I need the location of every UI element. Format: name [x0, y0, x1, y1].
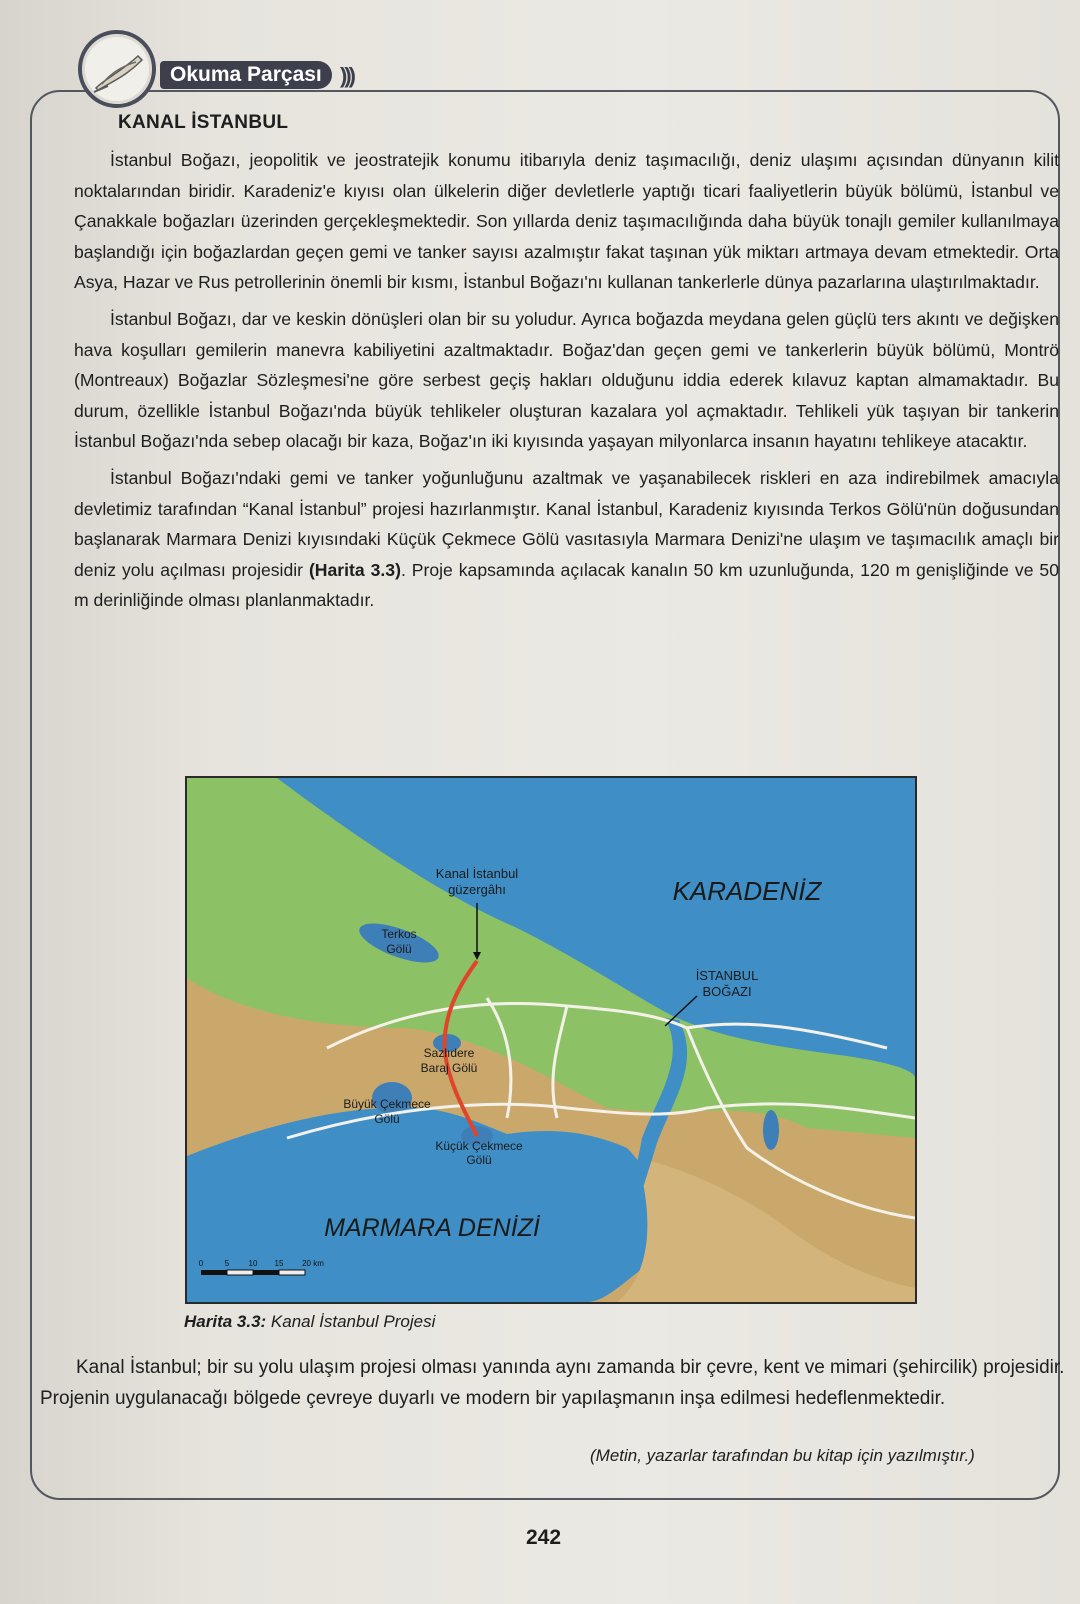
label-terkos-2: Gölü — [386, 942, 412, 956]
label-black-sea: KARADENİZ — [672, 876, 822, 906]
paragraph-2: İstanbul Boğazı, dar ve keskin dönüşleri olan bir su yoludur. Ayrıca boğazda meydana gelen güçlü ters akıntı ve değişken hava koşulları gemilerin manevra kabiliyetini azaltmaktadır. Boğaz'dan geçen gemi ve tankerlerin büyük bölümü, Montrö (Montreaux) Boğazlar Sözleşmesi'ne göre serbest geçiş hakları olduğunu iddia ederek kılavuz kaptan almamaktadır. Bu durum, özellikle İstanbul Boğazı'nda büyük tehlikeler oluşturan kazalara yol açmaktadır. Tehlikeli yük taşıyan bir tankerin İstanbul Boğazı'nda sebep olacağı bir kaza, Boğaz'ın iki kıyısında yaşayan milyonlarca insanın hayatını tehlikeye atacaktır. — [74, 308, 1059, 452]
scale-tick-10: 10 — [248, 1259, 258, 1268]
label-kucukcekmece: Küçük Çekmece — [435, 1139, 523, 1153]
closing-paragraph: Kanal İstanbul; bir su yolu ulaşım projesi olması yanında aynı zamanda bir çevre, kent ve mimari (şehircilik) projesidir. Projenin uygulanacağı bölgede çevreye duyarlı ve modern bir yapılaşmanın inşa edilmesi hedeflenmektedir. — [40, 1357, 1065, 1409]
map-reference: (Harita 3.3) — [308, 559, 401, 580]
paragraph-1: İstanbul Boğazı, jeopolitik ve jeostratejik konumu itibarıyla deniz taşımacılığı, deniz ulaşımı açısından dünyanın kilit noktalarından biridir. Karadeniz'e kıyısı olan ülkelerin diğer devletlerle yaptığı ticari faaliyetlerin büyük bölümü, İstanbul ve Çanakkale boğazları üzerinden gerçekleşmektedir. Son yıllarda deniz taşımacılığında daha büyük tonajlı gemiler kullanılmaya başlandığı için boğazlardan geçen gemi ve tanker sayısı azalmıştır fakat taşınan yük miktarı artmaya devam etmektedir. Orta Asya, Hazar ve Rus petrollerinin önemli bir kısmı, İstanbul Boğazı'nı kullanan tankerlerle dünya pazarlarına ulaştırılmaktadır. — [74, 150, 1059, 293]
section-label: Okuma Parçası — [160, 61, 332, 89]
caption-text: Kanal İstanbul Projesi — [266, 1312, 436, 1331]
article-body — [74, 145, 1059, 616]
source-note: (Metin, yazarlar tarafından bu kitap için yazılmıştır.) — [590, 1446, 975, 1465]
scale-tick-20: 20 km — [302, 1259, 324, 1268]
decorative-arcs: ))) — [340, 63, 353, 88]
scale-tick-5: 5 — [224, 1259, 230, 1268]
paragraph-3-end: . Proje kapsamında açılacak kanalın 50 km uzunluğunda, 120 m genişliğinde ve 50 m derinliğinde olması planlanmaktadır. — [74, 559, 1059, 611]
label-terkos: Terkos — [381, 927, 417, 941]
paragraph-3 — [74, 463, 1059, 616]
label-sazlidere-2: Baraj Gölü — [420, 1061, 478, 1075]
closing-section — [40, 1352, 1080, 1414]
label-route: Kanal İstanbul — [435, 866, 519, 881]
scale-tick-15: 15 — [274, 1259, 284, 1268]
label-bosphorus: İSTANBUL — [695, 968, 759, 983]
label-sazlidere: Sazlıdere — [423, 1046, 475, 1060]
label-route-2: güzergâhı — [448, 882, 506, 897]
label-kucukcekmece-2: Gölü — [466, 1153, 492, 1167]
label-buyukcekmece: Büyük Çekmece — [343, 1097, 431, 1111]
caption-label: Harita 3.3: — [184, 1312, 267, 1331]
scale-tick-0: 0 — [198, 1259, 204, 1268]
page-number: 242 — [526, 1526, 562, 1549]
pen-writing-icon — [78, 30, 156, 108]
label-bosphorus-2: BOĞAZI — [702, 984, 752, 999]
kanal-istanbul-map — [185, 776, 917, 1304]
map-caption — [184, 1312, 435, 1332]
label-marmara: MARMARA DENİZİ — [324, 1214, 540, 1242]
paragraph-3-text: İstanbul Boğazı'ndaki gemi ve tanker yoğunluğunu azaltmak ve yaşanabilecek riskleri en aza indirebilmek amacıyla devletimiz tarafından “Kanal İstanbul” projesi hazırlanmıştır. Kanal İstanbul, Karadeniz kıyısında Terkos Gölü'nün doğusundan başlanarak Marmara Denizi kıyısındaki Küçük Çekmece Gölü vasıtasıyla Marmara Denizi'ne ulaşım ve taşımacılık amaçlı bir deniz yolu açılması projesidir — [74, 467, 1059, 580]
article-title: KANAL İSTANBUL — [118, 112, 289, 133]
label-buyukcekmece-2: Gölü — [374, 1112, 400, 1126]
